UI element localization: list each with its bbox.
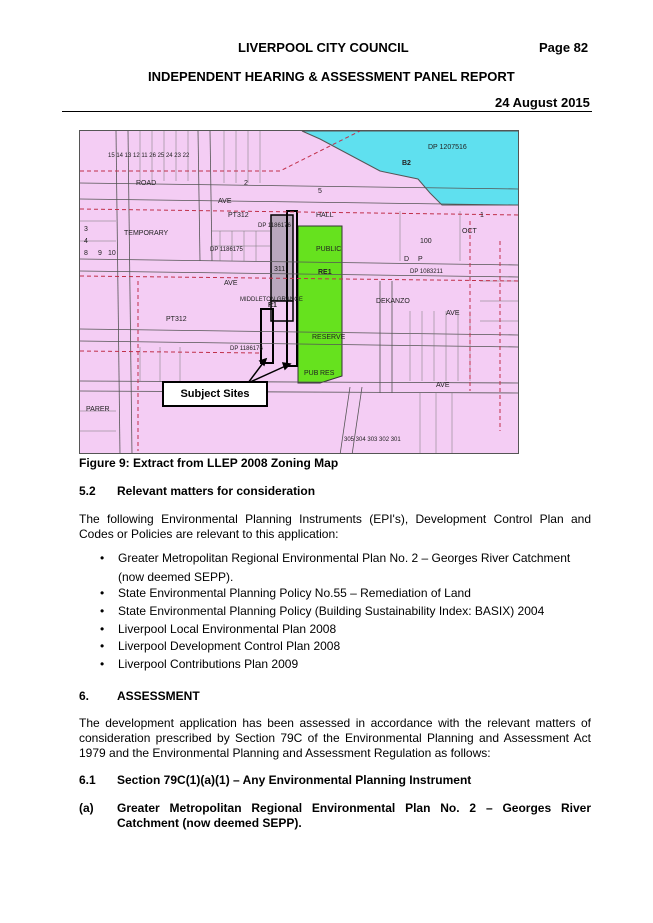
label-1: 1 (480, 212, 484, 219)
relevant-instruments-list (98, 550, 570, 568)
zoning-map-svg (80, 131, 519, 454)
label-dekanzo: DEKANZO (376, 298, 410, 305)
label-ave4: AVE (436, 382, 450, 389)
label-dp1186176b: DP 1186176 (230, 346, 263, 352)
list-item-continuation: (now deemed SEPP). (118, 570, 234, 584)
section-5-2-intro-2: Codes or Policies are relevant to this application: (79, 527, 339, 541)
subject-sites-callout: Subject Sites (162, 381, 268, 407)
section-5-2-intro-1: The following Environmental Planning Instruments (EPI's), Development Control Plan and (79, 512, 591, 526)
label-3: 3 (84, 226, 88, 233)
label-pt312: PT312 (228, 212, 249, 219)
list-item: • Liverpool Contributions Plan 2009 (98, 656, 544, 674)
label-5: 5 (318, 188, 322, 195)
relevant-instruments-list-rest (98, 585, 544, 674)
report-title: INDEPENDENT HEARING & ASSESSMENT PANEL REPORT (148, 69, 515, 84)
section-6-title: ASSESSMENT (117, 689, 200, 703)
section-6-line-1: The development application has been assessed in accordance with the relevant matters of (79, 716, 591, 730)
label-ave3: AVE (446, 310, 460, 317)
label-2: 2 (244, 180, 248, 187)
list-item: • State Environmental Planning Policy (Building Sustainability Index: BASIX) 2004 (98, 603, 544, 621)
label-temporary: TEMPORARY (124, 230, 169, 237)
label-4: 4 (84, 238, 88, 245)
label-oct: OCT (462, 228, 477, 235)
label-hall: HALL (316, 212, 334, 219)
label-dp1186176: DP 1186176 (258, 223, 291, 229)
label-lower-nums: 305 304 303 302 301 (344, 437, 401, 443)
label-100: 100 (420, 238, 432, 245)
list-item: • Greater Metropolitan Regional Environmental Plan No. 2 – Georges River Catchment (98, 550, 570, 568)
section-6-1-number: 6.1 (79, 773, 96, 787)
label-9: 9 (98, 250, 102, 257)
item-a-line-2: Catchment (now deemed SEPP). (117, 816, 302, 830)
label-p: P (418, 256, 423, 263)
report-date: 24 August 2015 (495, 95, 590, 110)
figure-caption: Figure 9: Extract from LLEP 2008 Zoning Map (79, 456, 339, 470)
item-a-label: (a) (79, 801, 94, 815)
section-6-1-title: Section 79C(1)(a)(1) – Any Environmental Planning Instrument (117, 773, 472, 787)
section-5-2-title: Relevant matters for consideration (117, 484, 316, 498)
label-r1: R1 (268, 302, 277, 309)
zoning-map (79, 130, 519, 454)
label-b2: B2 (402, 160, 411, 167)
label-ave1: AVE (218, 198, 232, 205)
label-re1: RE1 (318, 269, 332, 276)
item-a-line-1: Greater Metropolitan Regional Environmental Plan No. 2 – Georges River (117, 801, 591, 815)
list-item: • State Environmental Planning Policy No.55 – Remediation of Land (98, 585, 544, 603)
page-number: Page 82 (539, 40, 589, 55)
label-8: 8 (84, 250, 88, 257)
label-pub: PUB (304, 370, 319, 377)
label-street-nums: 15 14 13 12 11 26 25 24 23 22 (108, 153, 190, 159)
label-dp1207516: DP 1207516 (428, 144, 467, 151)
section-6-line-3: 1979 and the Environmental Planning and Assessment Regulation as follows: (79, 746, 491, 760)
label-public: PUBLIC (316, 246, 342, 253)
label-10: 10 (108, 250, 116, 257)
label-dp1186175: DP 1186175 (210, 247, 243, 253)
section-5-2-number: 5.2 (79, 484, 96, 498)
list-item: • Liverpool Local Environmental Plan 2008 (98, 621, 544, 639)
label-road: ROAD (136, 180, 157, 187)
label-d: D (404, 256, 410, 263)
label-dp1083211: DP 1083211 (410, 269, 443, 275)
label-res: RES (320, 370, 335, 377)
council-name: LIVERPOOL CITY COUNCIL (238, 40, 409, 55)
label-parer: PARER (86, 406, 110, 413)
section-6-line-2: consideration prescribed by Section 79C of the Environmental Planning and Assessment Act (79, 731, 591, 745)
section-6-number: 6. (79, 689, 90, 703)
list-item: • Liverpool Development Control Plan 2008 (98, 638, 544, 656)
label-311: 311 (274, 266, 286, 273)
header-rule (62, 111, 592, 112)
label-reserve: RESERVE (312, 334, 346, 341)
label-pt312b: PT312 (166, 316, 187, 323)
label-ave2: AVE (224, 280, 238, 287)
label-middleton: MIDDLETON GRANGE (240, 297, 303, 303)
